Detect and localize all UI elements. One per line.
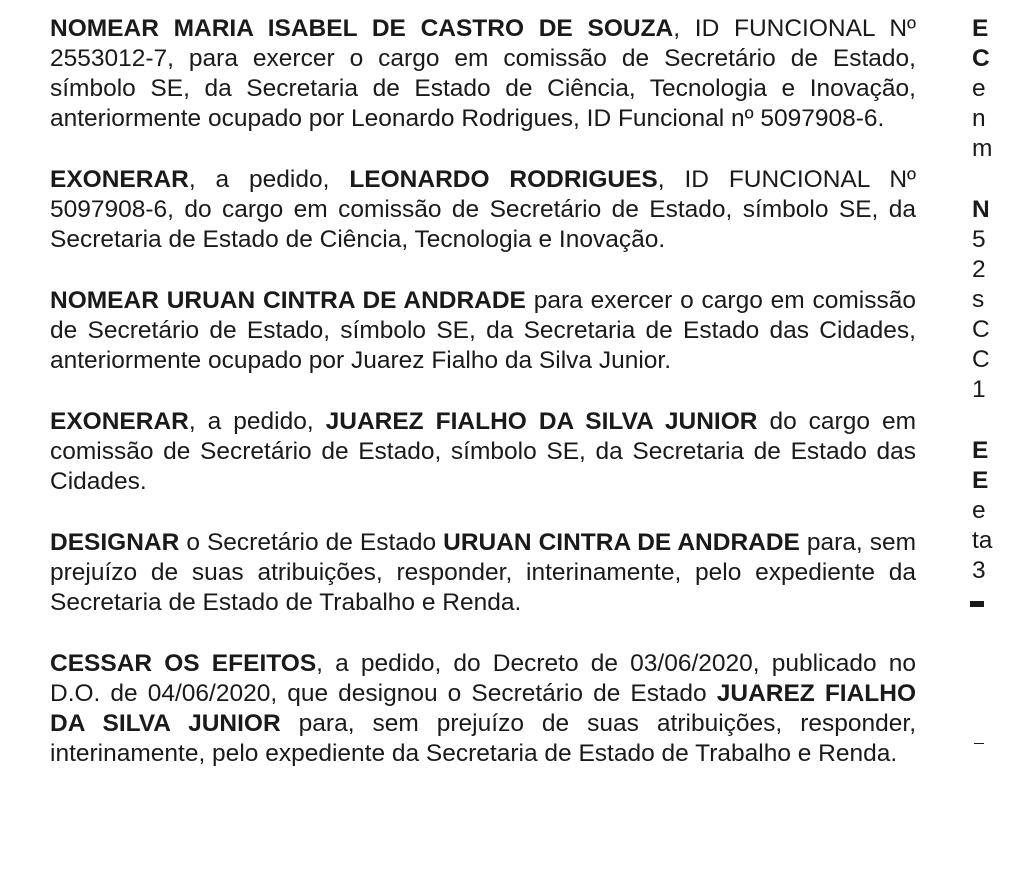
decree-paragraph-6 <box>50 649 916 769</box>
fragment-line: 2 <box>972 256 986 283</box>
decree-text: , ID FUNCIONAL Nº 5097908-6, do cargo em comissão de Secretário de Estado, símbolo SE, da Secretaria de Estado de Ciência, Tecnologia e Inovação. <box>50 166 917 253</box>
fragment-line: e <box>972 75 986 102</box>
decree-lead: NOMEAR URUAN CINTRA DE ANDRADE <box>50 287 526 314</box>
fragment-line: n <box>972 105 986 132</box>
fragment-line: 1 <box>972 376 986 403</box>
adjacent-block-2 <box>972 195 1032 405</box>
fragment-line: C <box>972 45 990 72</box>
section-divider-thin <box>974 743 984 744</box>
decree-name: URUAN CINTRA DE ANDRADE <box>443 529 800 556</box>
decree-name: LEONARDO RODRIGUES <box>349 166 658 193</box>
decree-text: , a pedido, do Decreto de 03/06/2020, publicado no D.O. de 04/06/2020, que designou o Secretário de Estado <box>50 650 916 707</box>
main-column <box>50 14 916 769</box>
fragment-line: E <box>972 15 989 42</box>
fragment-line: N <box>972 196 990 223</box>
decree-paragraph-1 <box>50 14 916 134</box>
decree-paragraph-2 <box>50 165 916 255</box>
decree-name: JUAREZ FIALHO DA SILVA JUNIOR <box>50 680 917 737</box>
decree-text: para, sem prejuízo de suas atribuições, responder, interinamente, pelo expediente da Secretaria de Estado de Trabalho e Renda. <box>50 710 916 767</box>
decree-lead: CESSAR OS EFEITOS <box>50 650 317 677</box>
adjacent-column-fragment <box>972 14 1032 617</box>
fragment-line: 5 <box>972 226 986 253</box>
decree-name: JUAREZ FIALHO DA SILVA JUNIOR <box>325 408 758 435</box>
fragment-line: s <box>972 286 985 313</box>
fragment-line: e <box>972 497 986 524</box>
fragment-line: E <box>972 467 989 494</box>
decree-text: , ID FUNCIONAL Nº 2553012-7, para exercer o cargo em comissão de Secretário de Estado, símbolo SE, da Secretaria de Estado de Ciência, Tecnologia e Inovação, anteriormente ocupado por Leonardo Rodrigues, ID Funcional nº 5097908-6. <box>50 15 916 132</box>
adjacent-block-3 <box>972 436 1032 586</box>
section-divider-thick <box>970 601 984 607</box>
adjacent-block-1 <box>972 14 1032 164</box>
fragment-line: C <box>972 346 990 373</box>
decree-paragraph-3 <box>50 286 916 376</box>
fragment-line: C <box>972 316 990 343</box>
decree-lead: NOMEAR MARIA ISABEL DE CASTRO DE SOUZA <box>50 15 674 42</box>
decree-text: o Secretário de Estado <box>179 529 444 556</box>
decree-text: do cargo em comissão de Secretário de Estado, símbolo SE, da Secretaria de Estado das Cidades. <box>50 408 916 495</box>
decree-paragraph-5 <box>50 528 916 618</box>
decree-lead: DESIGNAR <box>50 529 180 556</box>
decree-text: para exercer o cargo em comissão de Secretário de Estado, símbolo SE, da Secretaria de Estado das Cidades, anteriormente ocupado por Juarez Fialho da Silva Junior. <box>50 287 916 374</box>
fragment-line: m <box>972 135 993 162</box>
decree-text: , a pedido, <box>188 166 350 193</box>
fragment-line: E <box>972 437 989 464</box>
fragment-line: 3 <box>972 557 986 584</box>
decree-text: para, sem prejuízo de suas atribuições, responder, interinamente, pelo expediente da Secretaria de Estado de Trabalho e Renda. <box>50 529 916 616</box>
decree-lead: EXONERAR <box>50 408 189 435</box>
decree-paragraph-4 <box>50 407 916 497</box>
fragment-line: ta <box>972 527 993 554</box>
decree-lead: EXONERAR <box>50 166 189 193</box>
decree-text: , a pedido, <box>188 408 326 435</box>
